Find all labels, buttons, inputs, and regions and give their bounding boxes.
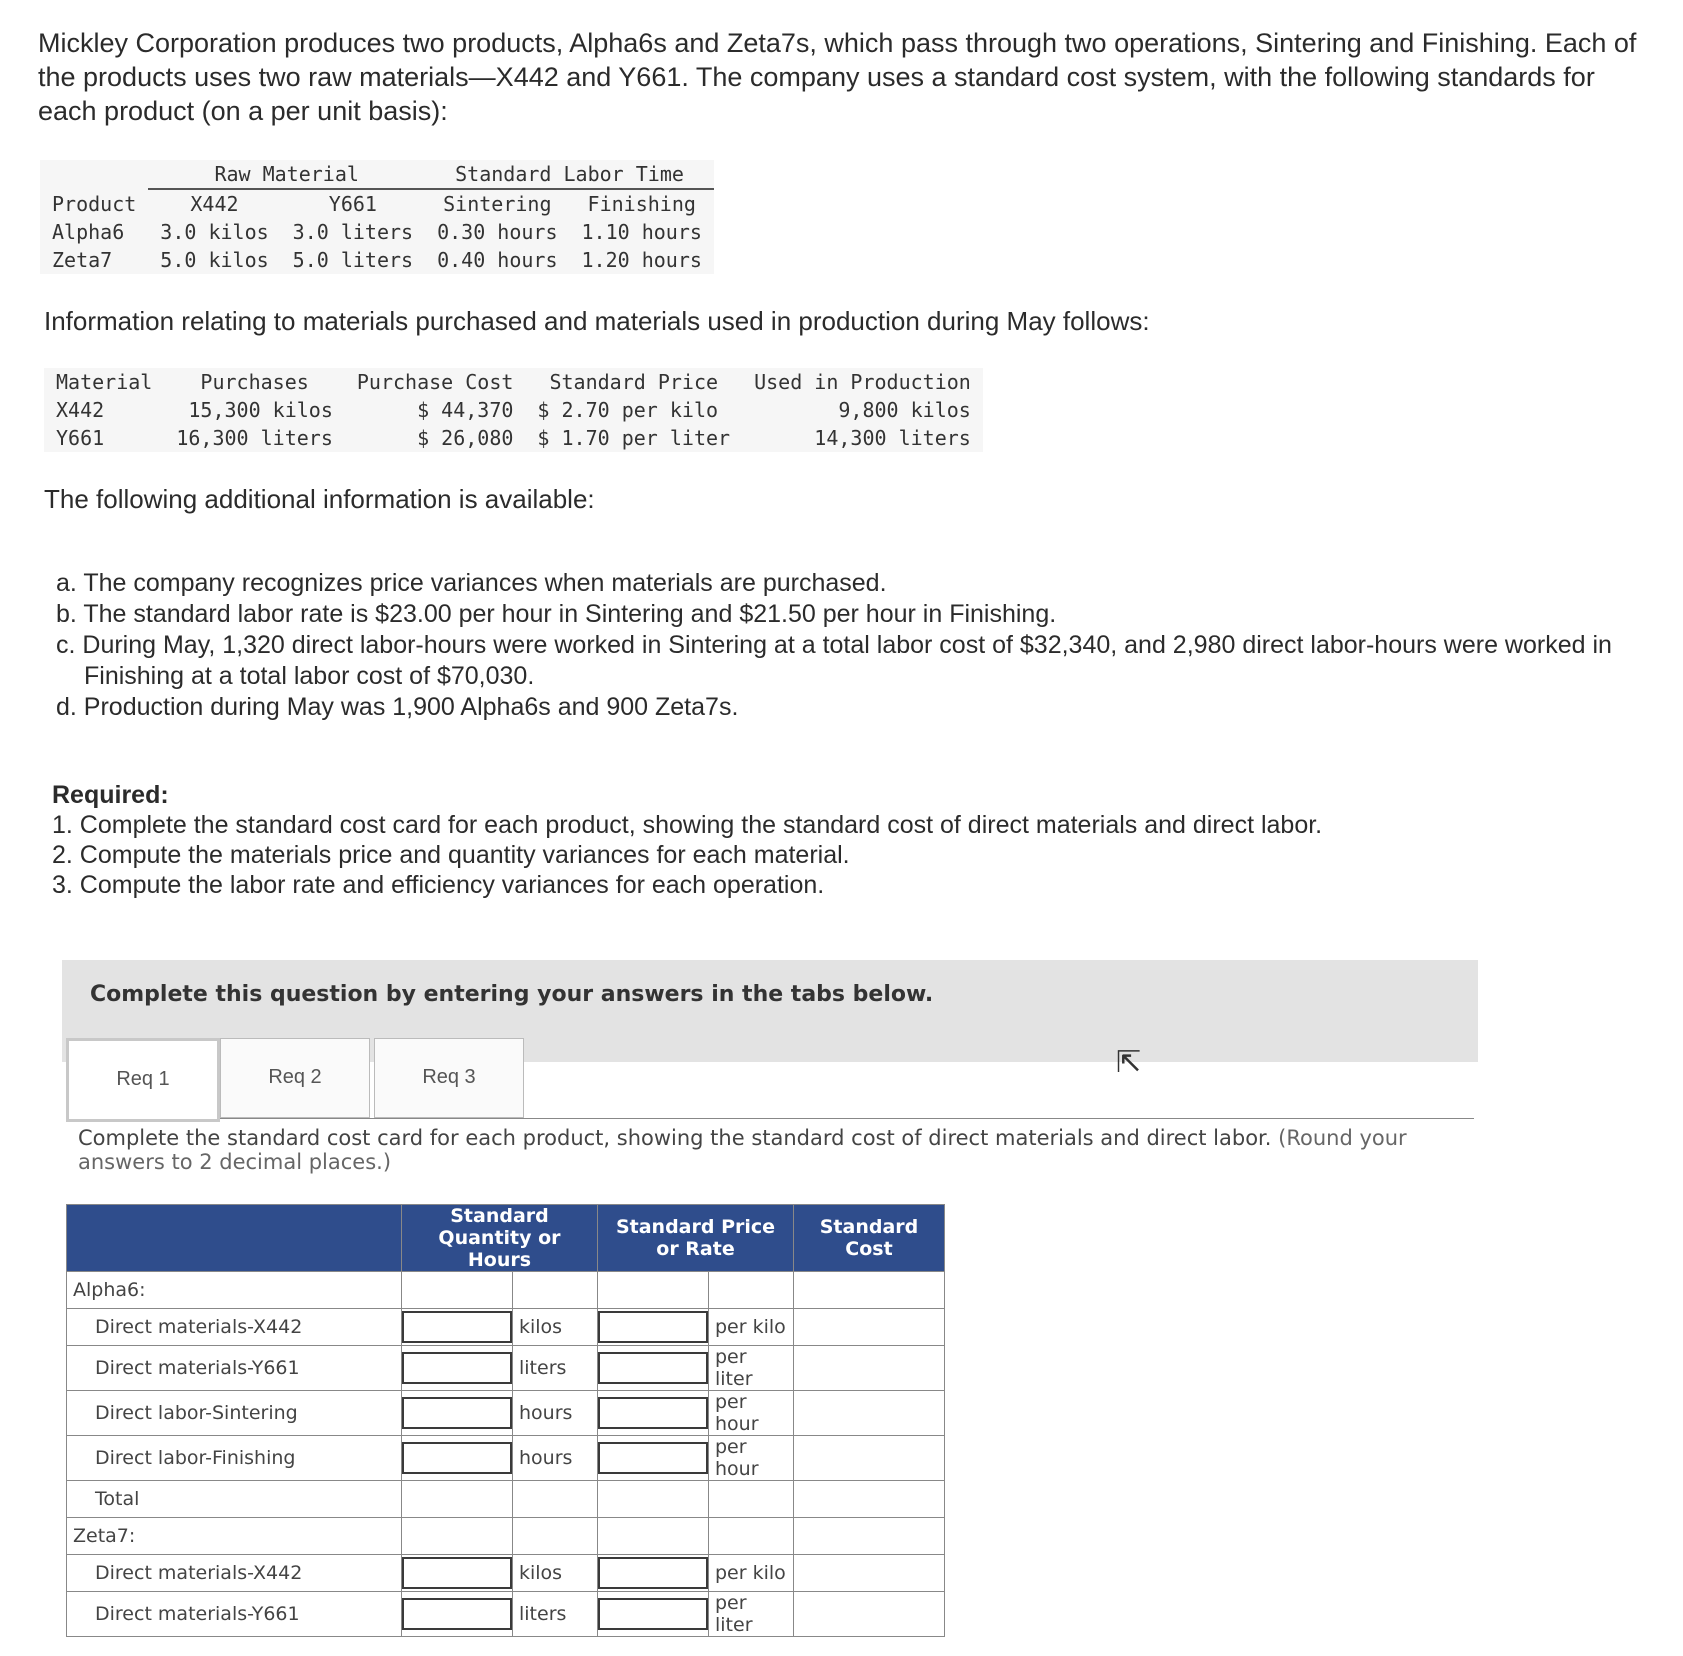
alpha-y661-cost-cell <box>794 1346 945 1391</box>
table-row <box>67 1555 945 1592</box>
row-label: Direct materials-Y661 <box>67 1592 402 1637</box>
row-x442: 3.0 kilos <box>160 220 269 244</box>
table-row <box>40 218 714 246</box>
row-standard-price: $ 1.70 per liter <box>537 426 731 450</box>
zeta-x442-cost-cell <box>794 1555 945 1592</box>
alpha-finishing-cost-cell <box>794 1436 945 1481</box>
table-row <box>44 424 983 452</box>
cost-header: Standard Cost <box>794 1205 945 1272</box>
alpha-y661-qty-input[interactable] <box>402 1352 512 1384</box>
additional-intro: The following additional information is available: <box>44 484 595 514</box>
y661-header: Y661 <box>328 192 377 216</box>
standards-table <box>40 160 714 274</box>
row-label: Direct labor-Sintering <box>67 1391 402 1436</box>
row-y661: 3.0 liters <box>292 220 414 244</box>
row-finishing: 1.10 hours <box>581 220 702 244</box>
row-product: Zeta7 <box>52 248 113 272</box>
instruction-body: Complete the standard cost card for each product, showing the standard cost of direct materials and direct labor. <box>78 1126 1272 1150</box>
row-label: Direct labor-Finishing <box>67 1436 402 1481</box>
x442-header: X442 <box>190 192 239 216</box>
standard-price-header: Standard Price <box>549 370 719 394</box>
zeta-y661-price-input[interactable] <box>598 1598 708 1630</box>
rate-unit-label: per hour <box>709 1391 794 1436</box>
required-heading: Required: <box>52 781 169 809</box>
purchase-cost-header: Purchase Cost <box>356 370 514 394</box>
alpha-sintering-hours-input[interactable] <box>402 1397 512 1429</box>
table-row <box>67 1592 945 1637</box>
table-row <box>67 1481 945 1518</box>
table-row <box>67 1436 945 1481</box>
materials-intro: Information relating to materials purchased and materials used in production during May follows: <box>44 306 1150 336</box>
tab-req-3[interactable]: Req 3 <box>374 1038 524 1118</box>
zeta-y661-cost-cell <box>794 1592 945 1637</box>
raw-material-header: Raw Material <box>148 160 425 189</box>
tab-req-2[interactable]: Req 2 <box>220 1038 370 1118</box>
tab-bar <box>66 1038 1474 1119</box>
zeta-label: Zeta7: <box>67 1518 402 1555</box>
row-label: Direct materials-Y661 <box>67 1346 402 1391</box>
table-row <box>67 1346 945 1391</box>
instruction-note: (Round your answers to 2 decimal places.) <box>78 1126 1407 1174</box>
alpha-x442-cost-cell <box>794 1309 945 1346</box>
rate-unit-label: per liter <box>709 1346 794 1391</box>
total-label: Total <box>67 1481 402 1518</box>
rate-unit-label: per kilo <box>709 1555 794 1592</box>
zeta-x442-price-input[interactable] <box>598 1557 708 1589</box>
list-item: b. The standard labor rate is $23.00 per hour in Sintering and $21.50 per hour in Finishing. <box>56 600 1057 628</box>
row-material: Y661 <box>56 426 105 450</box>
alpha-x442-qty-input[interactable] <box>402 1311 512 1343</box>
row-standard-price: $ 2.70 per kilo <box>537 398 719 422</box>
row-x442: 5.0 kilos <box>160 248 269 272</box>
row-purchases: 15,300 kilos <box>188 398 333 422</box>
required-section <box>52 780 1322 900</box>
alpha-finishing-hours-input[interactable] <box>402 1442 512 1474</box>
blank-header <box>67 1205 402 1272</box>
purchases-header: Purchases <box>200 370 309 394</box>
alpha-x442-price-input[interactable] <box>598 1311 708 1343</box>
list-item: c. During May, 1,320 direct labor-hours were worked in Sintering at a total labor cost of $32,340, and 2,980 direct labor-hours were worked in Finishing at a total labor cost of $70,030. <box>56 631 1612 690</box>
problem-intro: Mickley Corporation produces two products, Alpha6s and Zeta7s, which pass through two operations, Sintering and Finishing. Each of the products uses two raw materials—X442 and Y661. The company uses a standard cost system, with the following standards for each product (on a per unit basis): <box>38 28 1637 126</box>
alpha-sintering-cost-cell <box>794 1391 945 1436</box>
table-row <box>44 396 983 424</box>
banner-text: Complete this question by entering your answers in the tabs below. <box>90 982 934 1007</box>
list-item: 1. Complete the standard cost card for each product, showing the standard cost of direct materials and direct labor. <box>52 811 1323 839</box>
alpha-label: Alpha6: <box>67 1272 402 1309</box>
unit-label: hours <box>513 1436 598 1481</box>
labor-time-header: Standard Labor Time <box>425 160 714 189</box>
row-product: Alpha6 <box>52 220 125 244</box>
unit-label: hours <box>513 1391 598 1436</box>
price-header: Standard Price or Rate <box>598 1205 794 1272</box>
table-row <box>67 1309 945 1346</box>
list-item: 2. Compute the materials price and quantity variances for each material. <box>52 841 850 869</box>
rate-unit-label: per kilo <box>709 1309 794 1346</box>
row-used: 14,300 liters <box>814 426 971 450</box>
unit-label: liters <box>513 1346 598 1391</box>
additional-info-list <box>56 568 1656 723</box>
list-item: d. Production during May was 1,900 Alpha6s and 900 Zeta7s. <box>56 693 739 721</box>
sintering-header: Sintering <box>443 192 552 216</box>
instruction-text <box>78 1126 1468 1174</box>
rate-unit-label: per liter <box>709 1592 794 1637</box>
used-header: Used in Production <box>754 370 971 394</box>
standard-cost-card <box>66 1204 945 1637</box>
zeta-y661-qty-input[interactable] <box>402 1598 512 1630</box>
rate-unit-label: per hour <box>709 1436 794 1481</box>
row-label: Direct materials-X442 <box>67 1555 402 1592</box>
product-header: Product <box>52 191 137 216</box>
materials-table <box>44 368 983 452</box>
row-sintering: 0.40 hours <box>437 248 558 272</box>
row-finishing: 1.20 hours <box>581 248 702 272</box>
qty-header: Standard Quantity or Hours <box>402 1205 598 1272</box>
row-purchases: 16,300 liters <box>176 426 333 450</box>
row-purchase-cost: $ 26,080 <box>417 426 514 450</box>
tab-req-1[interactable]: Req 1 <box>66 1038 220 1122</box>
material-header: Material <box>56 370 153 394</box>
alpha-finishing-rate-input[interactable] <box>598 1442 708 1474</box>
row-material: X442 <box>56 398 105 422</box>
alpha-total-cost-cell <box>794 1481 945 1518</box>
row-purchase-cost: $ 44,370 <box>417 398 514 422</box>
table-row <box>40 246 714 274</box>
row-used: 9,800 kilos <box>838 398 971 422</box>
list-item: a. The company recognizes price variances when materials are purchased. <box>56 569 887 597</box>
table-row <box>67 1391 945 1436</box>
alpha-sintering-rate-input[interactable] <box>598 1397 708 1429</box>
alpha-y661-price-input[interactable] <box>598 1352 708 1384</box>
row-label: Direct materials-X442 <box>67 1309 402 1346</box>
row-y661: 5.0 liters <box>292 248 414 272</box>
unit-label: kilos <box>513 1309 598 1346</box>
finishing-header: Finishing <box>587 192 696 216</box>
mouse-pointer-icon: ⇱ <box>1116 1046 1142 1079</box>
unit-label: kilos <box>513 1555 598 1592</box>
zeta-x442-qty-input[interactable] <box>402 1557 512 1589</box>
row-sintering: 0.30 hours <box>437 220 558 244</box>
list-item: 3. Compute the labor rate and efficiency variances for each operation. <box>52 871 825 899</box>
unit-label: liters <box>513 1592 598 1637</box>
